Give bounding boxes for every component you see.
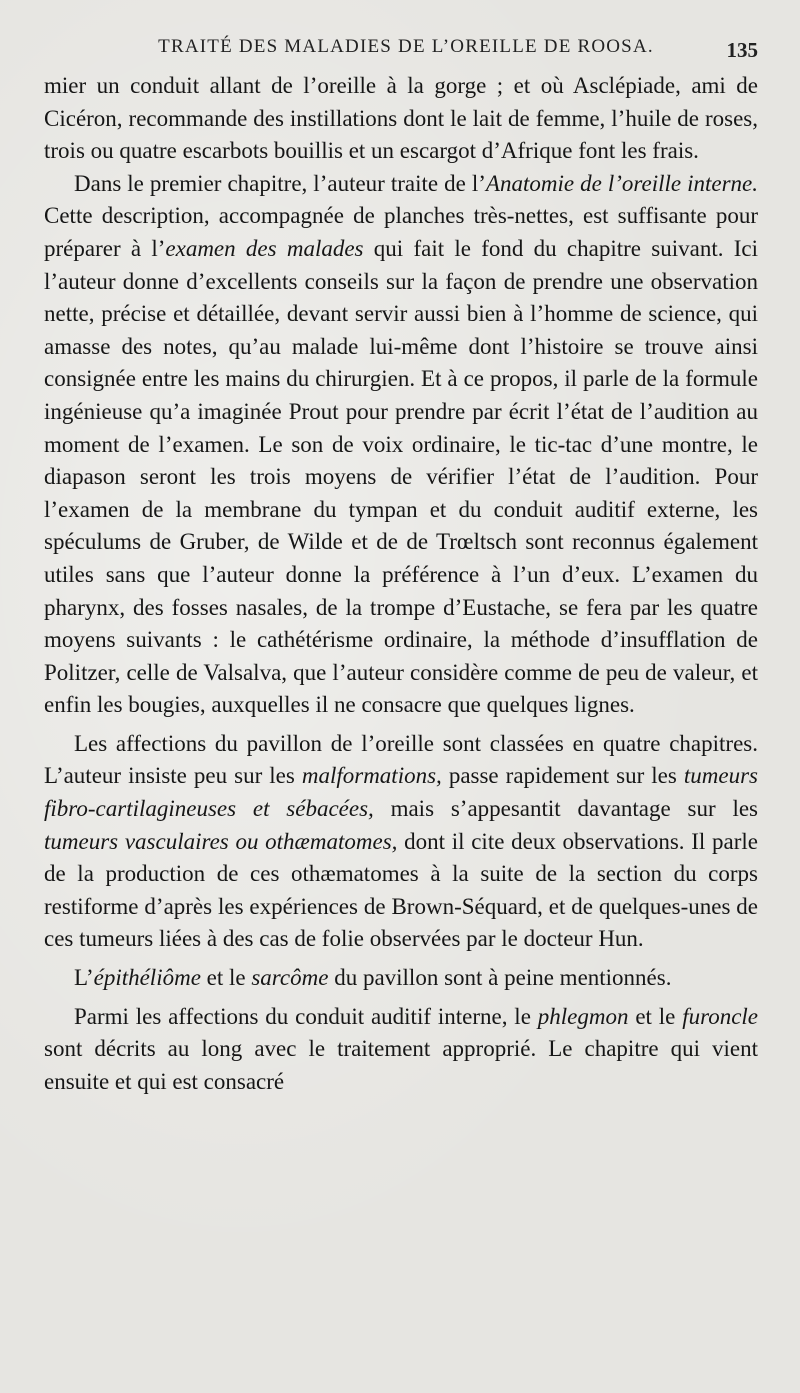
- page-number: 135: [726, 38, 758, 62]
- paragraph-1: [44, 70, 758, 168]
- paragraph-4: [44, 962, 758, 995]
- text-run: Cette description, accompagnée de planches très-nettes, est suffisante pour préparer à l’: [44, 203, 758, 261]
- italic-text: tumeurs fibro-cartilagineuses et sébacées,: [44, 763, 758, 822]
- italic-text: examen des malades: [165, 235, 364, 261]
- text-run: qui fait le fond du chapitre suivant. Ici l’auteur donne d’excellents conseils sur la façon de prendre une observation nette, précise et détaillée, devant servir aussi bien à l’homme de science, qui amasse des notes, qu’au malade lui-même dont l’histoire se trouve ainsi consignée entre les mains du chirurgien. Et à ce propos, il parle de la formule ingénieuse qu’a imaginée Prout pour prendre par écrit l’état de l’audition au moment de l’examen. Le son de voix ordinaire, le tic-tac d’une montre, le diapason seront les trois moyens de vérifier l’état de l’audition. Pour l’examen de la membrane du tympan et du conduit auditif externe, les spéculums de Gruber, de Wilde et de de Trœltsch sont reconnus également utiles sans que l’auteur donne la préférence à l’un d’eux. L’examen du pharynx, des fosses nasales, de la trompe d’Eustache, se fera par les quatre moyens suivants : le cathétérisme ordinaire, la méthode d’insufflation de Politzer, celle de Valsalva, que l’auteur considère comme de peu de valeur, et enfin les bougies, auxquelles il ne consacre que quelques lignes.: [44, 235, 758, 718]
- italic-text: tumeurs vasculaires ou othæmatomes,: [44, 828, 398, 854]
- italic-text: sarcôme: [251, 965, 329, 991]
- running-title: TRAITÉ DES MALADIES DE L’OREILLE DE ROOSA.: [158, 36, 654, 57]
- text-run: mais s’appesantit davantage sur les: [373, 796, 758, 822]
- text-run: dont il cite deux observations. Il parle de la production de ces othæmatomes à la suite de la section du corps restiforme d’après les expériences de Brown-Séquard, et de quelques-unes de ces tumeurs liées à des cas de folie observées par le docteur Hun.: [44, 828, 758, 952]
- italic-text: Anatomie de l’oreille interne.: [485, 170, 758, 196]
- paragraph-3: [44, 728, 758, 956]
- text-run: Dans le premier chapitre, l’auteur traite de l’: [74, 170, 486, 196]
- text-run: et le: [628, 1003, 683, 1029]
- running-header: [44, 36, 758, 70]
- paragraph-5: [44, 1001, 758, 1099]
- italic-text: malformations,: [301, 763, 442, 789]
- text-run: mier un conduit allant de l’oreille à la gorge ; et où Asclépiade, ami de Cicéron, recommande des instillations dont le lait de femme, l’huile de roses, trois ou quatre escarbots bouillis et un escargot d’Afrique font les frais.: [44, 73, 758, 164]
- italic-text: phlegmon: [537, 1003, 629, 1029]
- text-run: et le: [200, 965, 252, 991]
- italic-text: épithéliôme: [93, 965, 201, 991]
- text-run: du pavillon sont à peine mentionnés.: [328, 965, 672, 991]
- text-run: passe rapidement sur les: [441, 763, 684, 789]
- italic-text: furoncle: [682, 1003, 758, 1029]
- text-run: Les affections du pavillon de l’oreille sont classées en quatre chapitres. L’auteur insiste peu sur les: [44, 730, 758, 789]
- paragraph-2: [44, 168, 758, 722]
- text-run: L’: [74, 965, 94, 991]
- text-run: sont décrits au long avec le traitement approprié. Le chapitre qui vient ensuite et qui est consacré: [44, 1036, 758, 1094]
- body-text: [44, 70, 758, 1098]
- text-run: Parmi les affections du conduit auditif interne, le: [74, 1003, 538, 1029]
